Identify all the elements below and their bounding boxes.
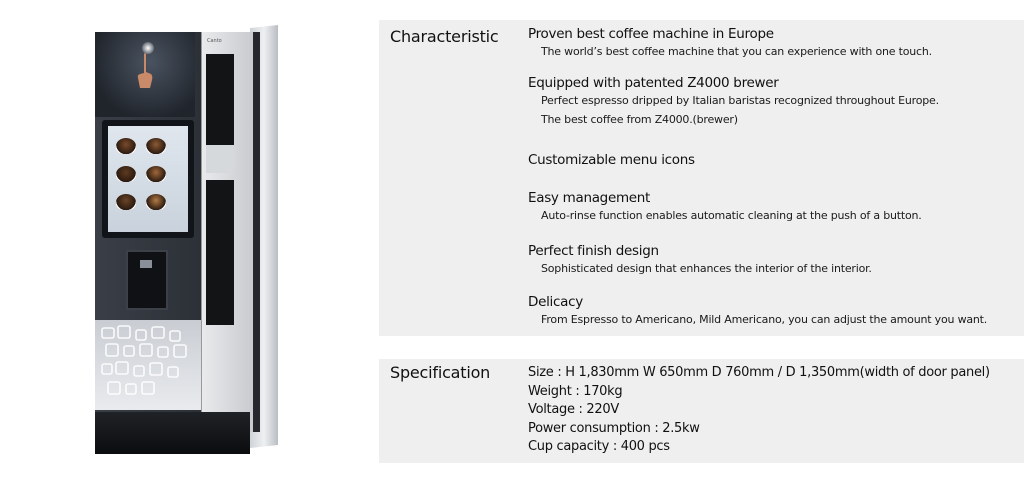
coffee-cup-icon	[146, 194, 166, 210]
characteristic-heading: Characteristic	[390, 27, 499, 46]
pointing-finger-icon	[135, 50, 155, 90]
characteristic-section	[379, 20, 1024, 336]
feature-item	[528, 152, 695, 168]
decorative-light-pattern	[98, 322, 198, 404]
coffee-cup-icon	[116, 138, 136, 154]
feature-description: Perfect espresso dripped by Italian baristas recognized throughout Europe.	[541, 94, 939, 107]
cup-dispenser	[126, 250, 168, 310]
product-window-lower	[206, 180, 234, 325]
coin-slot-panel	[206, 145, 234, 173]
feature-item	[528, 75, 939, 126]
spec-line: Weight : 170kg	[528, 383, 623, 399]
spec-line: Power consumption : 2.5kw	[528, 420, 700, 436]
spec-line: Cup capacity : 400 pcs	[528, 439, 670, 454]
coffee-cup-icon	[116, 194, 136, 210]
specification-heading: Specification	[390, 363, 491, 382]
feature-description: From Espresso to Americano, Mild Americano, you can adjust the amount you want.	[541, 313, 988, 326]
machine-base	[95, 412, 250, 454]
feature-title: Equipped with patented Z4000 brewer	[528, 75, 779, 91]
feature-item	[528, 26, 932, 58]
feature-item	[528, 190, 922, 222]
dispenser-nozzle	[140, 260, 152, 268]
spec-line: Size : H 1,830mm W 650mm D 760mm / D 1,350mm(width of door panel)	[528, 365, 990, 380]
feature-description: The best coffee from Z4000.(brewer)	[541, 113, 738, 126]
feature-item	[528, 294, 987, 326]
feature-title: Perfect finish design	[528, 243, 659, 259]
feature-description: The world’s best coffee machine that you can experience with one touch.	[541, 45, 932, 58]
feature-item	[528, 243, 872, 275]
feature-description: Auto-rinse function enables automatic cleaning at the push of a button.	[541, 209, 922, 222]
coffee-cup-icon	[146, 138, 166, 154]
product-window-upper	[206, 54, 234, 158]
machine-brand-label: Canto	[207, 38, 222, 44]
feature-title: Customizable menu icons	[528, 152, 695, 168]
specification-section	[379, 359, 1024, 463]
coffee-cup-icon	[116, 166, 136, 182]
feature-title: Easy management	[528, 190, 651, 206]
spec-line: Voltage : 220V	[528, 402, 619, 417]
feature-description: Sophisticated design that enhances the interior of the interior.	[541, 262, 872, 275]
feature-title: Proven best coffee machine in Europe	[528, 26, 774, 42]
coffee-machine-image	[90, 20, 290, 460]
feature-title: Delicacy	[528, 294, 583, 310]
coffee-cup-icon	[146, 166, 166, 182]
